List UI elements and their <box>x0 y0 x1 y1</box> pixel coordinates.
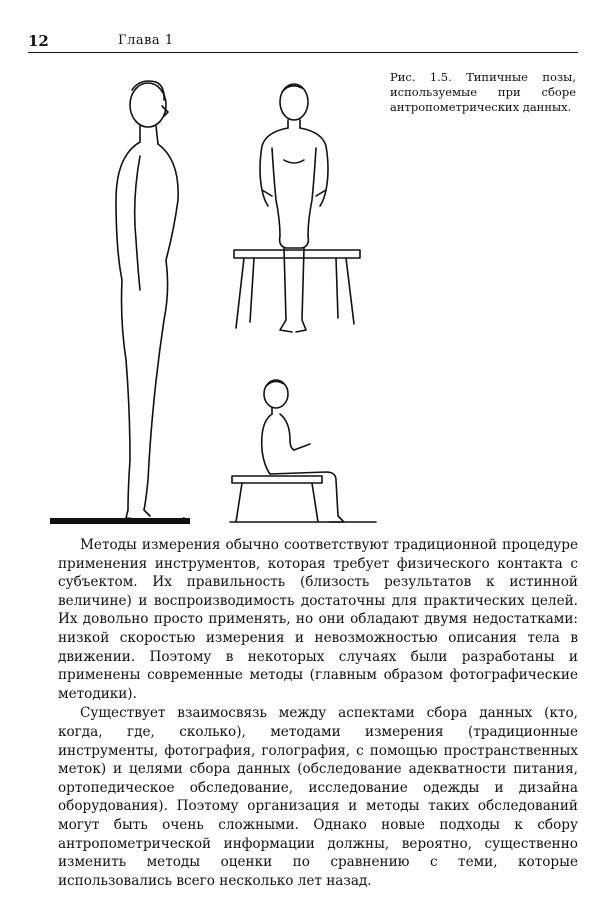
figure-caption: Рис. 1.5. Типичные позы, используемые при сборе антропометрических данных. <box>390 70 576 114</box>
paragraph: Существует взаимосвязь между аспектами сбора данных (кто, когда, где, сколько), методами измерения (традиционные инструменты, фотография, голография, с помощью пространственных меток) и целями сбора данных (обследование адекватности питания, ортопедическое обследование, исследование одежды и дизайна оборудования). Поэтому организация и методы таких обследований могут быть очень сложными. Однако новые подходы к сбору антропометрической информации должны, вероятно, существенно изменить методы оценки по сравнению с теми, которые использовались всего несколько лет назад. <box>58 705 578 889</box>
figure-anthropometric-postures <box>40 60 400 530</box>
body-text <box>58 536 578 890</box>
page-number: 12 <box>28 32 49 50</box>
page-header <box>28 30 578 53</box>
seated-figure-side <box>230 380 376 522</box>
paragraph: Методы измерения обычно соответствуют традиционной процедуре применения инструментов, которая требует физического контакта с субъектом. Их правильность (близость результатов к истинной величине) и воспроизводимость достаточны для практических целей. Их довольно просто применять, но они обладают двумя недостатками: низкой скоростью измерения и невозможностью описания тела в движении. Поэтому в некоторых случаях были разработаны и применены современные методы (главным образом фотографические методики). <box>58 537 578 702</box>
seated-figure-front <box>234 84 360 332</box>
chapter-title: Глава 1 <box>118 33 174 48</box>
standing-figure <box>50 81 190 524</box>
